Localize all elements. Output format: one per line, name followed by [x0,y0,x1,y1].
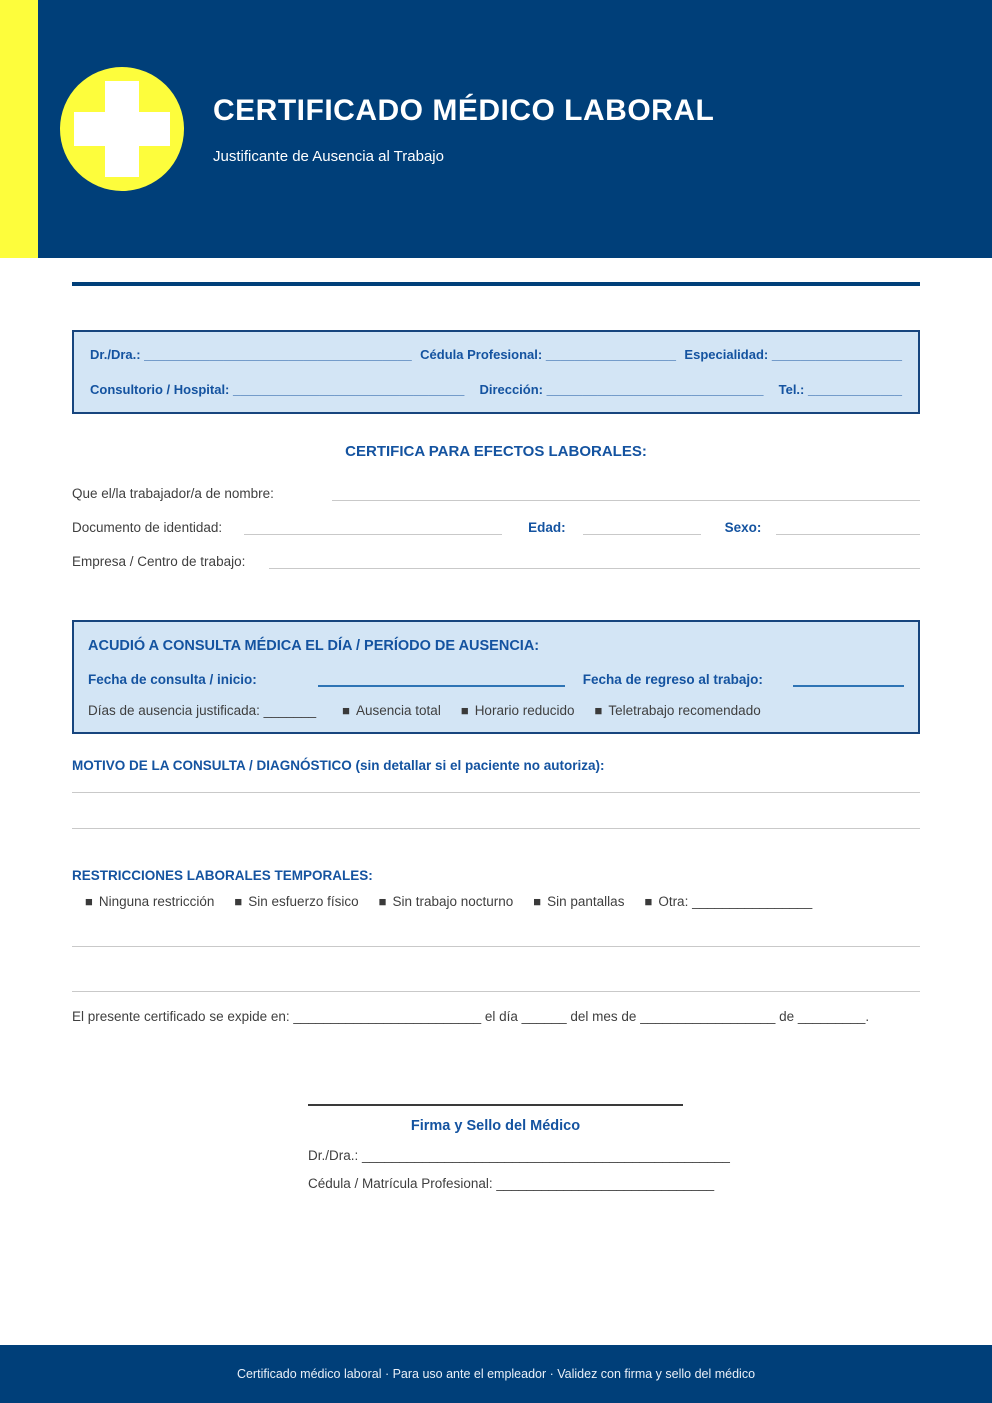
checkbox-icon: ■ [594,703,603,718]
specialty-field: Especialidad: __________________ [684,347,902,362]
option-teletrabajo [595,703,761,718]
checkbox-label: Teletrabajo recomendado [608,703,761,718]
checkbox-label: Ausencia total [356,703,441,718]
absence-days-row [88,703,904,718]
page-header [0,0,992,258]
sex-label: Sexo: [724,520,762,535]
sex-line [776,520,920,535]
option-otra [644,894,812,909]
footer-text: Certificado médico laboral · Para uso ante el empleador · Validez con firma y sello del médico [236,1367,756,1381]
checkbox-label: Horario reducido [474,703,575,718]
return-date-line [793,673,904,687]
header-title-block [213,94,714,165]
consult-date-line [318,673,565,687]
option-horario-reducido [461,703,575,718]
company-label: Empresa / Centro de trabajo: [72,554,246,569]
signature-block [308,1104,730,1191]
identity-row [72,520,920,535]
checkbox-label: Sin pantallas [547,894,625,909]
restrictions-row [72,894,920,909]
checkbox-icon: ■ [234,894,243,909]
certifica-heading: CERTIFICA PARA EFECTOS LABORALES: [345,443,647,460]
checkbox-icon: ■ [533,894,542,909]
doctor-info-row-1 [90,347,902,362]
days-label: Días de ausencia justificada: _______ [88,703,317,718]
issue-statement: El presente certificado se expide en: _________________________ el día ______ del mes de __________________ de _________. [72,1009,870,1024]
option-ausencia-total [342,703,441,718]
checkbox-label: Sin esfuerzo físico [248,894,359,909]
option-ninguna-restriccion [85,894,214,909]
phone-field: Tel.: _____________ [778,382,902,397]
motivo-heading: MOTIVO DE LA CONSULTA / DIAGNÓSTICO (sin detallar si el paciente no autoriza): [72,758,605,773]
restrictions-line-1 [72,946,920,947]
accent-stripe [0,0,38,258]
doctor-name-field: Dr./Dra.: _____________________________________ [90,347,412,362]
cross-horizontal-bar [74,112,170,146]
option-sin-nocturno [379,894,514,909]
doctor-info-row-2 [90,382,902,397]
absence-box [72,620,920,734]
signature-license-field: Cédula / Matrícula Profesional: _____________________________ [308,1176,715,1191]
motivo-line-2 [72,828,920,829]
worker-name-row [72,486,920,501]
option-sin-pantallas [533,894,624,909]
signature-doctor-field: Dr./Dra.: _________________________________________________ [308,1148,730,1163]
company-line [269,554,920,569]
page-title: CERTIFICADO MÉDICO LABORAL [213,93,715,127]
clinic-field: Consultorio / Hospital: ________________________________ [90,382,465,397]
doctor-info-box [72,330,920,414]
absence-dates-row [88,672,904,687]
checkbox-icon: ■ [85,894,93,909]
age-label: Edad: [528,520,566,535]
license-field: Cédula Profesional: __________________ [420,347,676,362]
header-divider [72,282,920,286]
motivo-line-1 [72,792,920,793]
option-sin-esfuerzo [234,894,358,909]
restrictions-line-2 [72,991,920,992]
consult-date-label: Fecha de consulta / inicio: [88,672,257,687]
signature-line [308,1104,683,1106]
medical-cross-icon [60,67,184,191]
restrictions-heading: RESTRICCIONES LABORALES TEMPORALES: [72,868,373,883]
address-field: Dirección: ______________________________ [479,382,764,397]
checkbox-label: Sin trabajo nocturno [392,894,514,909]
id-label: Documento de identidad: [72,520,223,535]
page-subtitle: Justificante de Ausencia al Trabajo [213,147,444,165]
absence-heading: ACUDIÓ A CONSULTA MÉDICA EL DÍA / PERÍODO DE AUSENCIA: [88,638,540,654]
checkbox-icon: ■ [378,894,387,909]
id-line [244,520,502,535]
company-row [72,554,920,569]
checkbox-label: Otra: ________________ [658,894,813,909]
signature-heading: Firma y Sello del Médico [410,1118,581,1134]
return-date-label: Fecha de regreso al trabajo: [582,672,763,687]
header-banner [38,0,992,258]
page-footer [0,1345,992,1403]
age-line [583,520,701,535]
checkbox-icon: ■ [644,894,653,909]
checkbox-label: Ninguna restricción [98,894,215,909]
checkbox-icon: ■ [342,703,351,718]
worker-name-label: Que el/la trabajador/a de nombre: [72,486,274,501]
checkbox-icon: ■ [460,703,469,718]
form-body [0,282,992,1191]
worker-name-line [332,486,920,501]
